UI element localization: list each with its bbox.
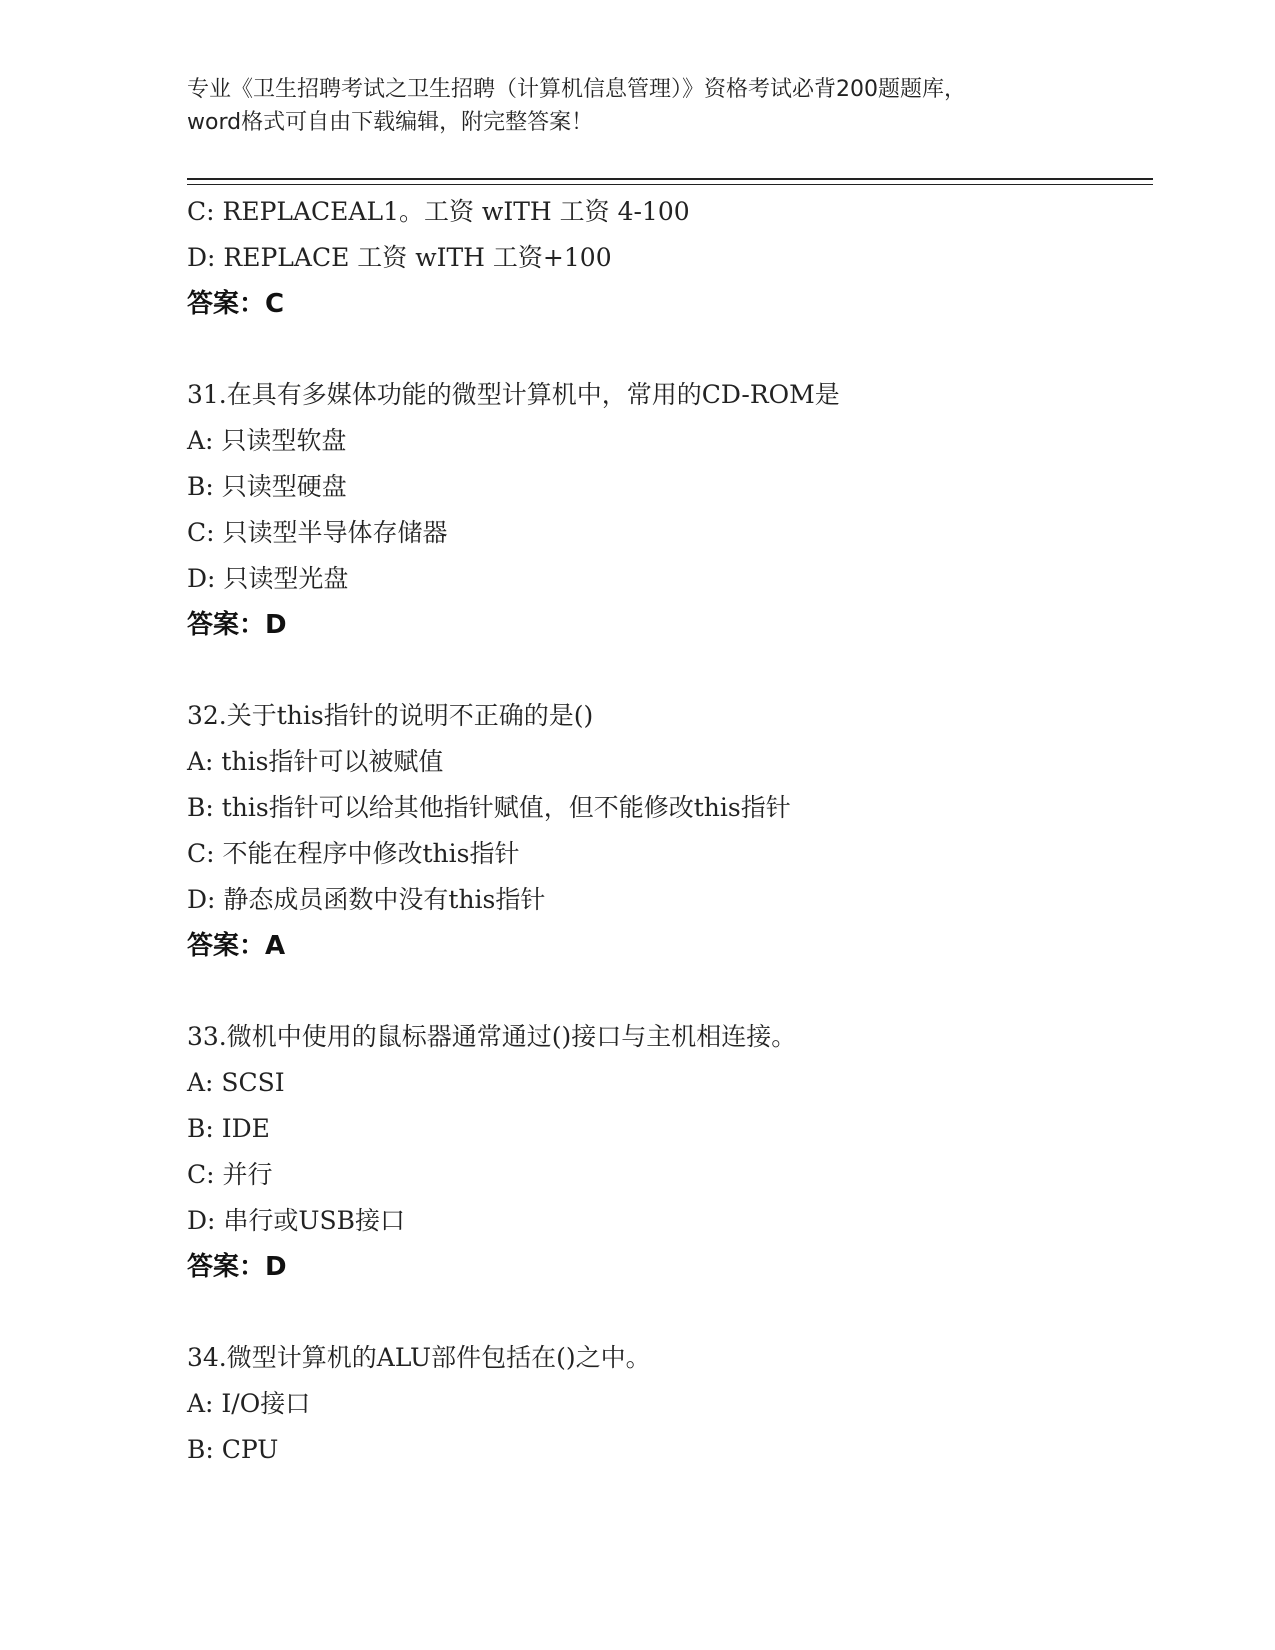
question-block-33 [187, 1014, 1147, 1290]
question-block-31 [187, 372, 1147, 648]
option-d: D: 只读型光盘 [187, 564, 349, 593]
question-block-32 [187, 693, 1147, 969]
option-d: D: 静态成员函数中没有this指针 [187, 885, 546, 914]
option-c: C: 并行 [187, 1160, 273, 1189]
header-line-1: 专业《卫生招聘考试之卫生招聘（计算机信息管理）》资格考试必背200题题库， [187, 77, 966, 102]
spacer [187, 327, 1147, 372]
option-a: A: I/O接口 [187, 1389, 311, 1418]
option-c: C: 只读型半导体存储器 [187, 518, 448, 547]
option-a: A: this指针可以被赋值 [187, 747, 444, 776]
answer-label: 答案：C [187, 289, 285, 319]
question-stem: 32.关于this指针的说明不正确的是() [187, 701, 594, 730]
question-list [187, 189, 1147, 1473]
option-b: B: this指针可以给其他指针赋值，但不能修改this指针 [187, 793, 791, 822]
question-stem: 33.微机中使用的鼠标器通常通过()接口与主机相连接。 [187, 1022, 797, 1051]
option-a: A: SCSI [187, 1068, 285, 1097]
option-c: C: REPLACEAL1。工资 wITH 工资 4-100 [187, 197, 690, 226]
header-divider-thick [187, 178, 1153, 180]
option-b: B: IDE [187, 1114, 270, 1143]
option-b: B: 只读型硬盘 [187, 472, 347, 501]
option-d: D: 串行或USB接口 [187, 1206, 405, 1235]
option-a: A: 只读型软盘 [187, 426, 347, 455]
question-block-previous [187, 189, 1147, 327]
question-stem: 31.在具有多媒体功能的微型计算机中，常用的CD-ROM是 [187, 380, 840, 409]
spacer [187, 648, 1147, 693]
spacer [187, 1290, 1147, 1335]
option-c: C: 不能在程序中修改this指针 [187, 839, 520, 868]
answer-label: 答案：A [187, 931, 286, 961]
spacer [187, 969, 1147, 1014]
option-b: B: CPU [187, 1435, 279, 1464]
question-stem: 34.微型计算机的ALU部件包括在()之中。 [187, 1343, 651, 1372]
option-d: D: REPLACE 工资 wITH 工资+100 [187, 243, 612, 272]
answer-label: 答案：D [187, 610, 287, 640]
document-header [187, 73, 1147, 139]
answer-label: 答案：D [187, 1252, 287, 1282]
header-divider-thin [187, 184, 1153, 185]
question-block-34 [187, 1335, 1147, 1473]
header-line-2: word格式可自由下载编辑，附完整答案！ [187, 110, 594, 135]
